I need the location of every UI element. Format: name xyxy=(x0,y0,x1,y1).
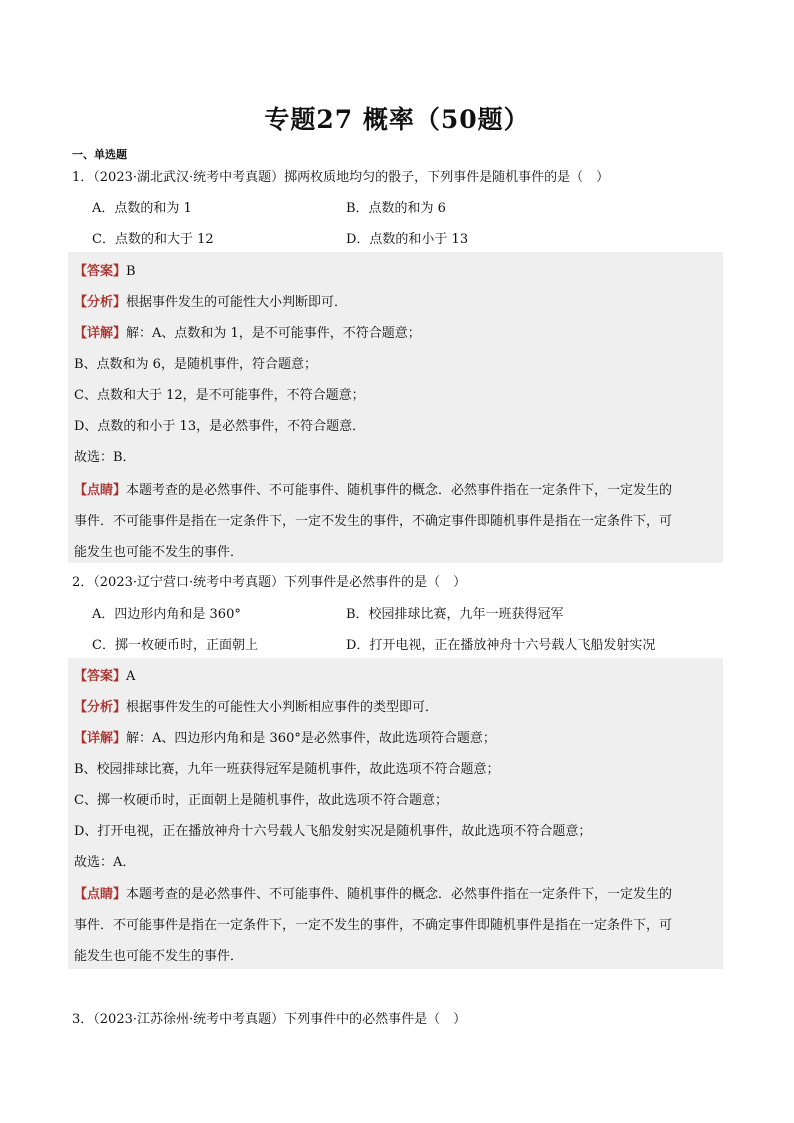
detail-line: D、打开电视，正在播放神舟十六号载人飞船发射实况是随机事件，故此选项不符合题意； xyxy=(74,824,592,839)
question-2-analysis xyxy=(74,696,438,715)
analysis-tag: 【分析】 xyxy=(74,295,127,310)
question-3-stem: 3．（2023·江苏徐州·统考中考真题）下列事件中的必然事件是（ ） xyxy=(72,1012,467,1027)
comment-tag: 【点睛】 xyxy=(74,887,127,902)
section-heading: 一、单选题 xyxy=(72,148,127,161)
question-2-option-c: C．掷一枚硬币时，正面朝上 xyxy=(92,638,258,653)
question-1-stem: 1．（2023·湖北武汉·统考中考真题）掷两枚质地均匀的骰子，下列事件是随机事件的是（ ） xyxy=(72,170,610,185)
question-1-analysis xyxy=(74,291,347,310)
comment-line: 本题考查的是必然事件、不可能事件、随机事件的概念．必然事件指在一定条件下，一定发生的 xyxy=(126,887,673,902)
question-1-comment xyxy=(74,479,672,498)
detail-line: B、校园排球比赛，九年一班获得冠军是随机事件，故此选项不符合题意； xyxy=(74,762,500,777)
detail-line: D、点数的和小于 13，是必然事件，不符合题意． xyxy=(74,419,366,434)
comment-line: 事件．不可能事件是指在一定条件下，一定不发生的事件，不确定事件即随机事件是指在一定条件下，可 xyxy=(74,918,673,933)
question-2-comment xyxy=(74,883,672,902)
answer-tag: 【答案】 xyxy=(74,669,127,684)
detail-tag: 【详解】 xyxy=(74,731,127,746)
question-2-stem: 2．（2023·辽宁营口·统考中考真题）下列事件是必然事件的是（ ） xyxy=(72,575,467,590)
page-title: 专题27 概率（50题） xyxy=(264,105,530,134)
question-2-detail xyxy=(74,727,496,746)
question-1-option-d: D．点数的和小于 13 xyxy=(346,232,469,247)
question-1-option-b: B．点数的和为 6 xyxy=(346,201,446,216)
detail-line: 故选：A． xyxy=(74,855,136,870)
detail-line: B、点数和为 6，是随机事件，符合题意； xyxy=(74,357,317,372)
question-2-option-b: B．校园排球比赛，九年一班获得冠军 xyxy=(346,607,564,622)
question-2-answer xyxy=(74,665,135,684)
detail-line: C、掷一枚硬币时，正面朝上是随机事件，故此选项不符合题意； xyxy=(74,793,448,808)
detail-line: 故选：B． xyxy=(74,450,136,465)
detail-tag: 【详解】 xyxy=(74,326,127,341)
comment-line: 能发生也可能不发生的事件． xyxy=(74,545,244,560)
question-1-option-c: C．点数的和大于 12 xyxy=(92,232,214,247)
comment-line: 本题考查的是必然事件、不可能事件、随机事件的概念．必然事件指在一定条件下，一定发生的 xyxy=(126,483,673,498)
question-2-option-a: A．四边形内角和是 360° xyxy=(92,607,241,622)
analysis-text: 根据事件发生的可能性大小判断即可． xyxy=(126,295,348,310)
analysis-tag: 【分析】 xyxy=(74,700,127,715)
comment-line: 事件．不可能事件是指在一定条件下，一定不发生的事件，不确定事件即随机事件是指在一定条件下，可 xyxy=(74,514,673,529)
answer-tag: 【答案】 xyxy=(74,264,127,279)
detail-line: 解：A、点数和为 1，是不可能事件，不符合题意； xyxy=(126,326,421,341)
question-1-answer xyxy=(74,260,136,279)
detail-line: 解：A、四边形内角和是 360°是必然事件，故此选项符合题意； xyxy=(126,731,496,746)
comment-line: 能发生也可能不发生的事件． xyxy=(74,949,244,964)
comment-tag: 【点睛】 xyxy=(74,483,127,498)
answer-value: A xyxy=(126,669,136,684)
question-2-option-d: D．打开电视，正在播放神舟十六号载人飞船发射实况 xyxy=(346,638,656,653)
question-1-option-a: A．点数的和为 1 xyxy=(92,201,192,216)
analysis-text: 根据事件发生的可能性大小判断相应事件的类型即可． xyxy=(126,700,439,715)
detail-line: C、点数和大于 12，是不可能事件，不符合题意； xyxy=(74,388,365,403)
question-1-detail xyxy=(74,322,421,341)
answer-value: B xyxy=(126,264,136,279)
